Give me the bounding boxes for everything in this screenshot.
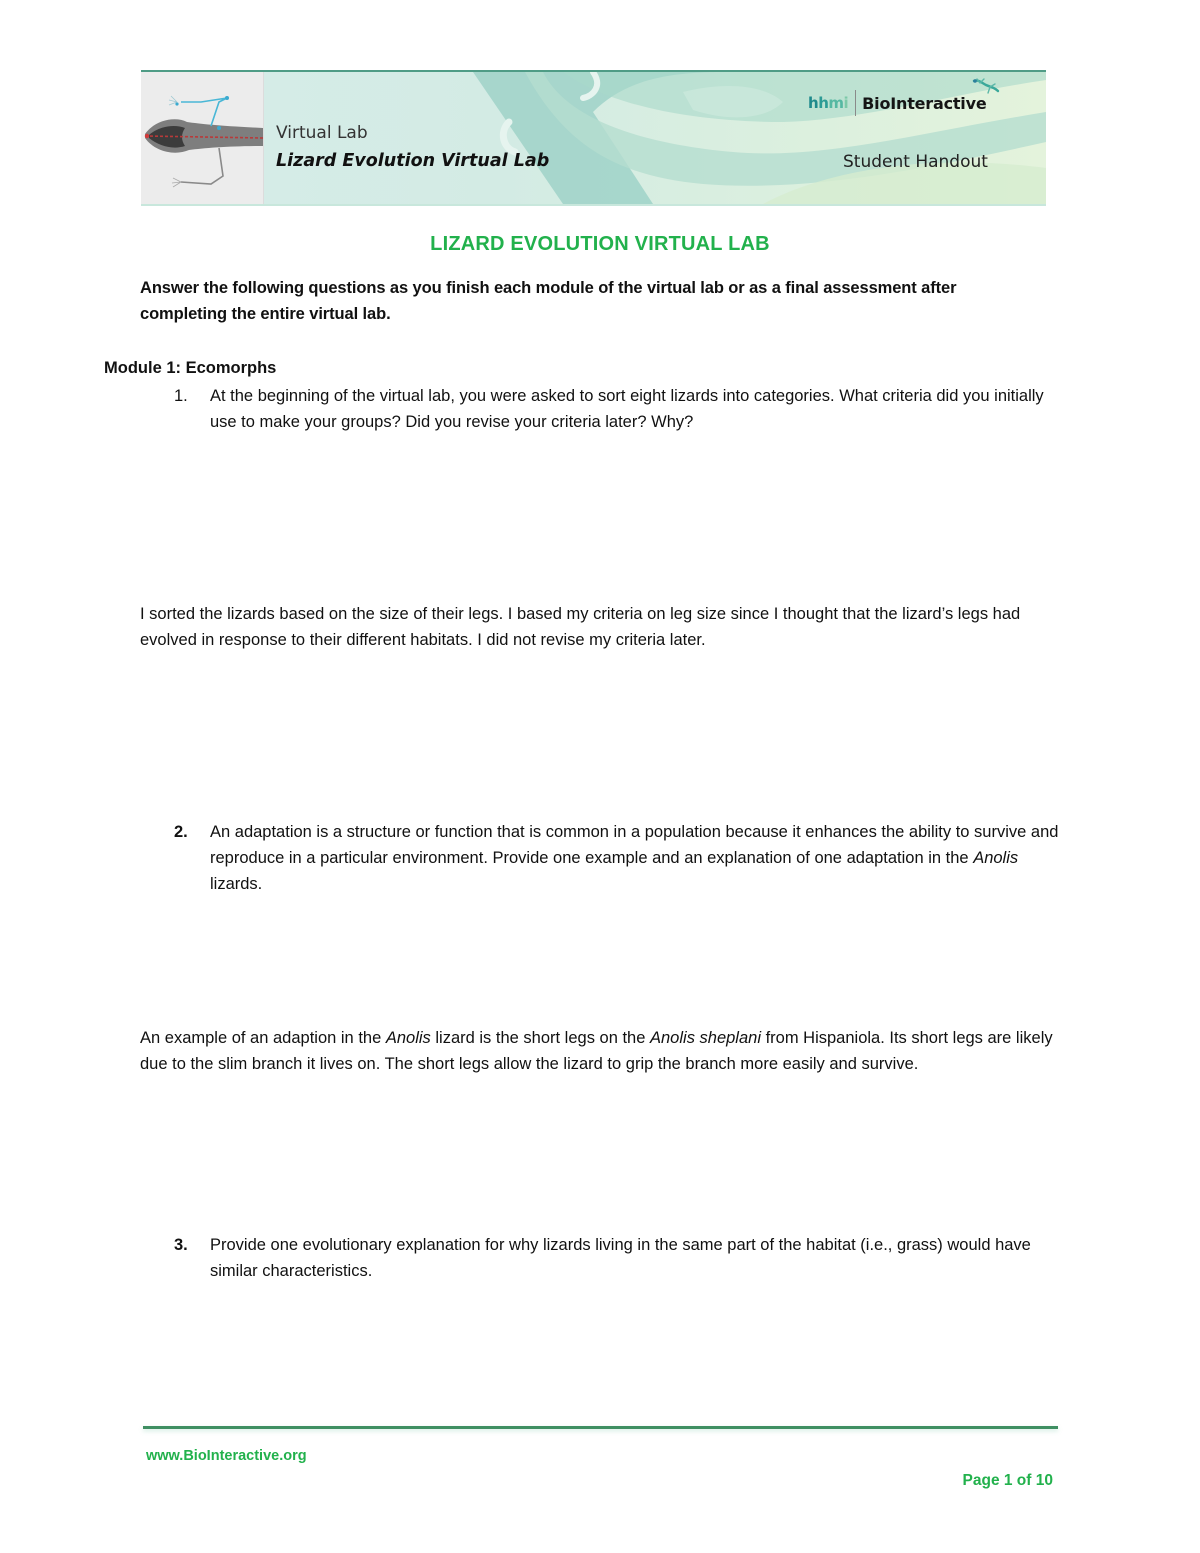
banner-subtitle: Virtual Lab [276, 123, 368, 143]
answer-1-text: I sorted the lizards based on the size of their legs. I based my criteria on leg size since I thought that the lizard’s legs had evolved in response to their different habitats. I did not revise my criteria later. [140, 605, 1021, 649]
question-2-number: 2. [174, 823, 188, 841]
answer-2-text: An example of an adaption in the Anolis lizard is the short legs on the Anolis sheplani from Hispaniola. Its short legs are likely due to the slim branch it lives on. The short legs allow the lizard to grip the branch more easily and survive. [140, 1029, 1053, 1073]
instructions-paragraph: Answer the following questions as you finish each module of the virtual lab or as a final assessment after completing the entire virtual lab. [140, 279, 957, 323]
document-title: LIZARD EVOLUTION VIRTUAL LAB [430, 233, 770, 255]
student-handout-label: Student Handout [843, 152, 988, 172]
genus-name: Anolis [973, 849, 1019, 867]
question-3-text: Provide one evolutionary explanation for why lizards living in the same part of the habitat (i.e., grass) would have similar characteristics. [210, 1236, 1031, 1280]
biointeractive-wordmark: BioInteractive [862, 93, 987, 113]
banner-title: Lizard Evolution Virtual Lab [276, 151, 550, 171]
logo-divider [855, 90, 856, 116]
hhmi-wordmark: hhmi [808, 94, 849, 112]
lizard-logo-icon [972, 77, 1000, 102]
genus-name: Anolis [385, 1029, 431, 1047]
footer-divider [143, 1426, 1058, 1429]
question-3-number: 3. [174, 1236, 188, 1254]
question-1-text: At the beginning of the virtual lab, you were asked to sort eight lizards into categories. What criteria did you initially use to make your groups? Did you revise your criteria later? Why? [210, 387, 1044, 431]
question-1-number: 1. [174, 387, 188, 405]
page-number: Page 1 of 10 [962, 1472, 1053, 1489]
question-2-text: An adaptation is a structure or function that is common in a population because it enhances the ability to survive and reproduce in a particular environment. Provide one example and an explanation of one adaptation in the Anolis lizards. [210, 823, 1059, 893]
lizard-xray-icon [141, 72, 263, 204]
lizard-xray-image [141, 72, 264, 204]
footer-website-link[interactable]: www.BioInteractive.org [146, 1448, 307, 1464]
hhmi-biointeractive-logo [808, 90, 986, 116]
module-heading: Module 1: Ecomorphs [104, 359, 277, 377]
species-name: Anolis sheplani [650, 1029, 761, 1047]
